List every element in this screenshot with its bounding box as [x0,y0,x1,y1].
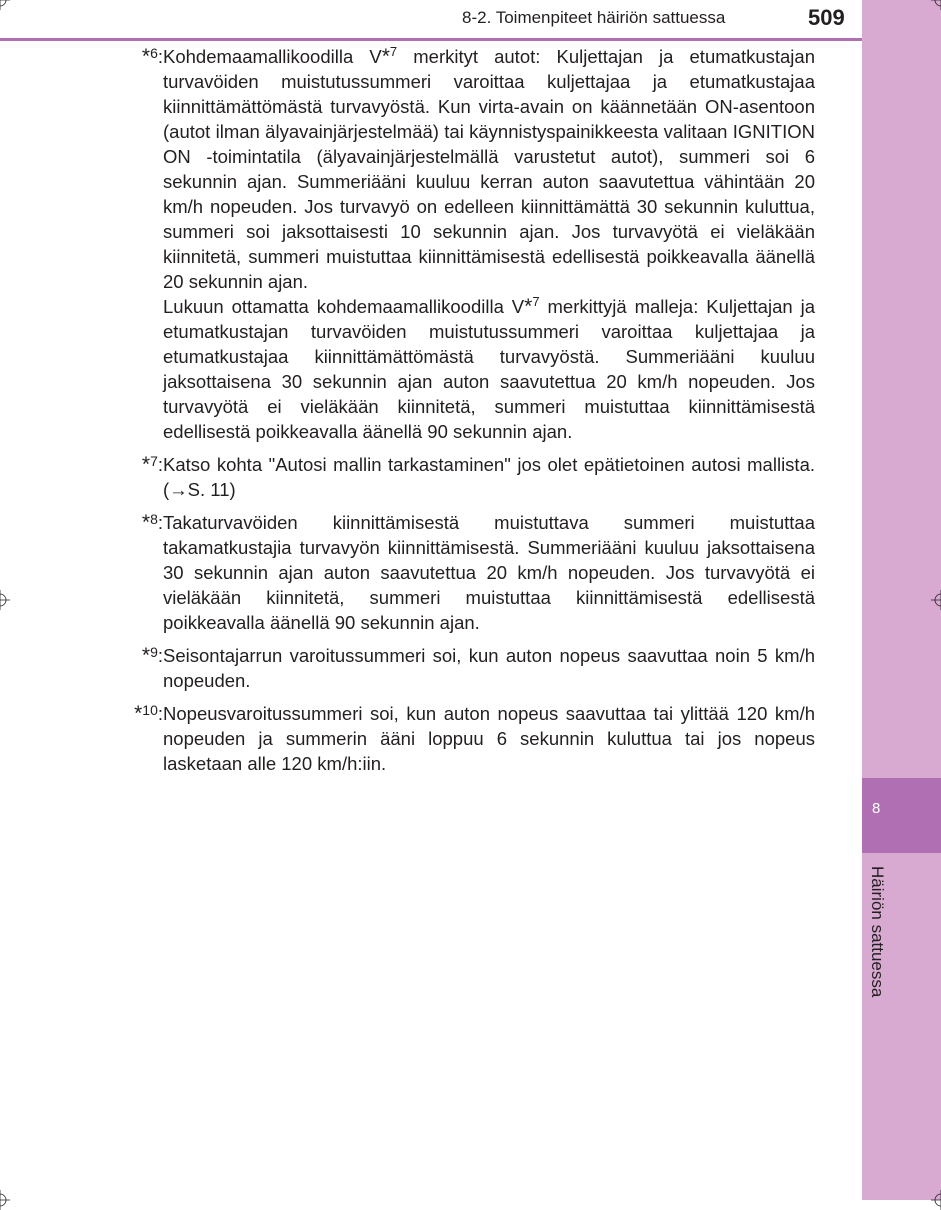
page-number: 509 [808,5,845,30]
footnote-marker: *$^{10}$: [134,702,163,725]
footnote-body [163,452,815,502]
footnote-paragraph: Takaturvavöiden kiinnittämisestä muistuttava summeri muistuttaa takamatkustajia turvavyön kiinnittämisestä. Summeriääni kuuluu jaksottaisena 30 sekunnin ajan auton saavutettua 20 km/h nopeuden. Jos turvavyötä ei vieläkään kiinnitetä, summeri muistuttaa kiinnittämisestä edellisestä poikkeavalla äänellä 90 sekunnin ajan. [163,512,815,633]
footnote-paragraph: Nopeusvaroitussummeri soi, kun auton nopeus saavuttaa tai ylittää 120 km/h nopeuden ja summerin ääni loppuu 6 sekunnin kuluttua tai jos nopeus lasketaan alle 120 km/h:iin. [163,703,815,774]
footnote-7 [110,452,815,502]
footnote-8 [110,510,815,635]
footnote-6 [110,44,815,444]
footnote-body [163,510,815,635]
registration-mark-icon [0,590,10,610]
side-chapter-band [862,0,941,1200]
footnote-body [163,701,815,776]
footnote-paragraph: Lukuun ottamatta kohdemaamallikoodilla V*$^7$ merkittyjä malleja: Kuljettajan ja etumatkustajan turvavöiden muistutussummeri varoittaa kuljettajaa ja etumatkustajaa kiinnittämättömästä turvavyöstä. Summeriääni kuuluu jaksottaisena 30 sekunnin ajan auton saavutettua 20 km/h nopeuden. Jos turvavyötä ei vieläkään kiinnitetä, summeri muistuttaa kiinnittämisestä edellisestä poikkeavalla äänellä 90 sekunnin ajan. [163,294,815,442]
footnote-paragraph: Seisontajarrun varoitussummeri soi, kun auton nopeus saavuttaa noin 5 km/h nopeuden. [163,645,815,691]
registration-mark-icon [931,0,941,10]
chapter-title: Häiriön sattuessa [868,866,887,998]
footnote-marker: *$^8$: [141,511,163,534]
footnote-9 [110,643,815,693]
footnote-marker: *$^9$: [141,644,163,667]
footnote-body [163,44,815,444]
header-rule [0,38,862,41]
footnote-10 [110,701,815,776]
footnote-marker: *$^7$: [141,453,163,476]
registration-mark-icon [0,1190,10,1210]
footnote-list [110,44,815,784]
footnote-body [163,643,815,693]
footnote-paragraph: Katso kohta "Autosi mallin tarkastaminen" jos olet epätietoinen autosi mallista. (→S. 11) [163,454,815,500]
chapter-number: 8 [872,800,881,817]
registration-mark-icon [931,590,941,610]
section-title: 8-2. Toimenpiteet häiriön sattuessa [462,8,726,27]
registration-mark-icon [931,1190,941,1210]
footnote-paragraph: Kohdemaamallikoodilla V*$^7$ merkityt autot: Kuljettajan ja etumatkustajan turvavöiden muistutussummeri varoittaa kuljettajaa ja etumatkustajaa kiinnittämättömästä turvavyöstä. Kun virta-avain on käännetään ON-asentoon (autot ilman älyavainjärjestelmää) tai käynnistyspainikkeesta valitaan IGNITION ON -toimintatila (älyavainjärjestelmällä varustetut autot), summeri soi 6 sekunnin ajan. Summeriääni kuuluu kerran auton saavutettua vähintään 20 km/h nopeuden. Jos turvavyö on edelleen kiinnittämättä 30 sekunnin kuluttua, summeri soi jaksottaisesti 10 sekunnin ajan. Jos turvavyötä ei vieläkään kiinnitetä, summeri muistuttaa kiinnittämisestä edellisestä poikkeavalla äänellä 20 sekunnin ajan. [163,44,815,292]
registration-mark-icon [0,0,10,10]
footnote-marker: *$^6$: [141,45,163,68]
